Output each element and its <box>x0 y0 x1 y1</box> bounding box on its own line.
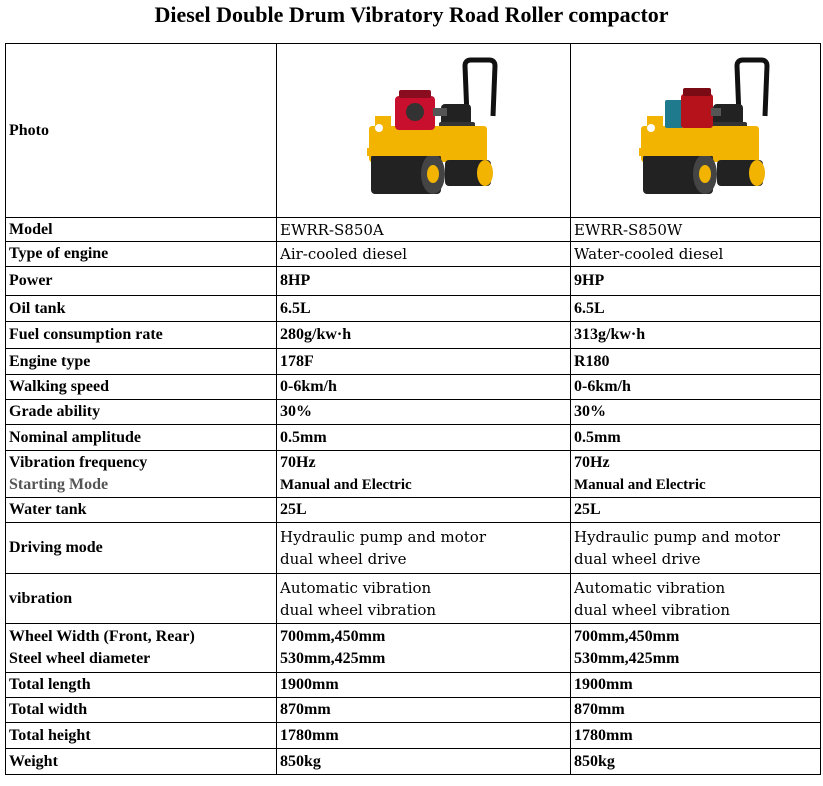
row-label <box>6 451 277 498</box>
value-a: EWRR-S850A <box>277 218 571 242</box>
row-label: Walking speed <box>6 375 277 400</box>
value-w: 6.5L <box>571 296 821 322</box>
value-a: 25L <box>277 498 571 523</box>
table-row <box>6 673 821 698</box>
table-row <box>6 400 821 425</box>
radiator <box>665 100 683 128</box>
value-w: EWRR-S850W <box>571 218 821 242</box>
value-w-line1: 700mm,450mm <box>574 628 680 645</box>
row-label: Type of engine <box>6 242 277 267</box>
row-label: Fuel consumption rate <box>6 322 277 349</box>
table-row <box>6 624 821 673</box>
table-row-photo <box>6 44 821 218</box>
table-row <box>6 267 821 296</box>
value-w: 1780mm <box>571 723 821 749</box>
row-label: Power <box>6 267 277 296</box>
value-a-line2: dual wheel drive <box>280 550 407 568</box>
spec-table <box>5 43 821 775</box>
value-w: 9HP <box>571 267 821 296</box>
row-label: Driving mode <box>6 523 277 574</box>
value-w-line2: dual wheel vibration <box>574 600 731 619</box>
row-label: Weight <box>6 749 277 775</box>
value-a-line2: 530mm,425mm <box>280 650 386 667</box>
value-a: 1900mm <box>277 673 571 698</box>
value-a: 6.5L <box>277 296 571 322</box>
table-row <box>6 375 821 400</box>
value-w: 25L <box>571 498 821 523</box>
table-row <box>6 242 821 267</box>
row-label: Engine type <box>6 349 277 375</box>
page-title: Diesel Double Drum Vibratory Road Roller compactor <box>154 2 669 27</box>
value-a-line1: Hydraulic pump and motor <box>280 528 487 546</box>
row-label: vibration <box>6 574 277 624</box>
value-w: 313g/kw·h <box>571 322 821 349</box>
value-a-line1: Automatic vibration <box>280 578 432 597</box>
row-label: Water tank <box>6 498 277 523</box>
value-a-line2: Manual and Electric <box>280 477 412 493</box>
road-roller-photo-water-cooled <box>621 56 771 206</box>
value-a-line1: 700mm,450mm <box>280 628 386 645</box>
value-a: 870mm <box>277 698 571 723</box>
row-label: Total width <box>6 698 277 723</box>
table-row <box>6 498 821 523</box>
road-roller-photo-air-cooled <box>349 56 499 206</box>
engine-block <box>681 94 713 128</box>
value-w: 0.5mm <box>571 425 821 451</box>
table-row <box>6 698 821 723</box>
value-w-line1: 70Hz <box>574 454 610 471</box>
value-w: 1900mm <box>571 673 821 698</box>
value-a <box>277 523 571 574</box>
value-a: 178F <box>277 349 571 375</box>
value-w: 30% <box>571 400 821 425</box>
value-w-line1: Hydraulic pump and motor <box>574 528 781 546</box>
value-w: 0-6km/h <box>571 375 821 400</box>
value-w: 850kg <box>571 749 821 775</box>
value-w: 870mm <box>571 698 821 723</box>
row-label: Oil tank <box>6 296 277 322</box>
photo-cell-w <box>571 44 821 218</box>
value-w-line1: Automatic vibration <box>574 578 726 597</box>
row-label: Nominal amplitude <box>6 425 277 451</box>
value-w-line2: 530mm,425mm <box>574 650 680 667</box>
row-label: Total length <box>6 673 277 698</box>
photo-cell-a <box>277 44 571 218</box>
value-a: 0.5mm <box>277 425 571 451</box>
value-a <box>277 574 571 624</box>
row-label: Photo <box>6 44 277 218</box>
value-w-line2: dual wheel drive <box>574 550 701 568</box>
value-a: 8HP <box>277 267 571 296</box>
row-label-line1: Vibration frequency <box>9 454 148 471</box>
row-label-line2: Starting Mode <box>9 476 109 493</box>
value-a: 280g/kw·h <box>277 322 571 349</box>
value-a: Air-cooled diesel <box>277 242 571 267</box>
value-w <box>571 523 821 574</box>
value-w: R180 <box>571 349 821 375</box>
value-a: 0-6km/h <box>277 375 571 400</box>
value-w: Water-cooled diesel <box>571 242 821 267</box>
row-label: Model <box>6 218 277 242</box>
table-row <box>6 523 821 574</box>
table-row <box>6 574 821 624</box>
value-a: 1780mm <box>277 723 571 749</box>
value-a-line1: 70Hz <box>280 454 316 471</box>
table-row <box>6 322 821 349</box>
table-row <box>6 349 821 375</box>
table-row <box>6 425 821 451</box>
row-label-line1: Wheel Width (Front, Rear) <box>9 628 195 645</box>
value-w <box>571 574 821 624</box>
value-a: 30% <box>277 400 571 425</box>
row-label <box>6 624 277 673</box>
table-row <box>6 296 821 322</box>
value-a <box>277 451 571 498</box>
row-label: Grade ability <box>6 400 277 425</box>
table-row <box>6 749 821 775</box>
value-a <box>277 624 571 673</box>
value-w-line2: Manual and Electric <box>574 477 706 493</box>
table-row <box>6 723 821 749</box>
table-row <box>6 451 821 498</box>
table-row <box>6 218 821 242</box>
value-a: 850kg <box>277 749 571 775</box>
value-w <box>571 624 821 673</box>
value-a-line2: dual wheel vibration <box>280 600 437 619</box>
value-w <box>571 451 821 498</box>
row-label: Total height <box>6 723 277 749</box>
row-label-line2: Steel wheel diameter <box>9 650 151 667</box>
